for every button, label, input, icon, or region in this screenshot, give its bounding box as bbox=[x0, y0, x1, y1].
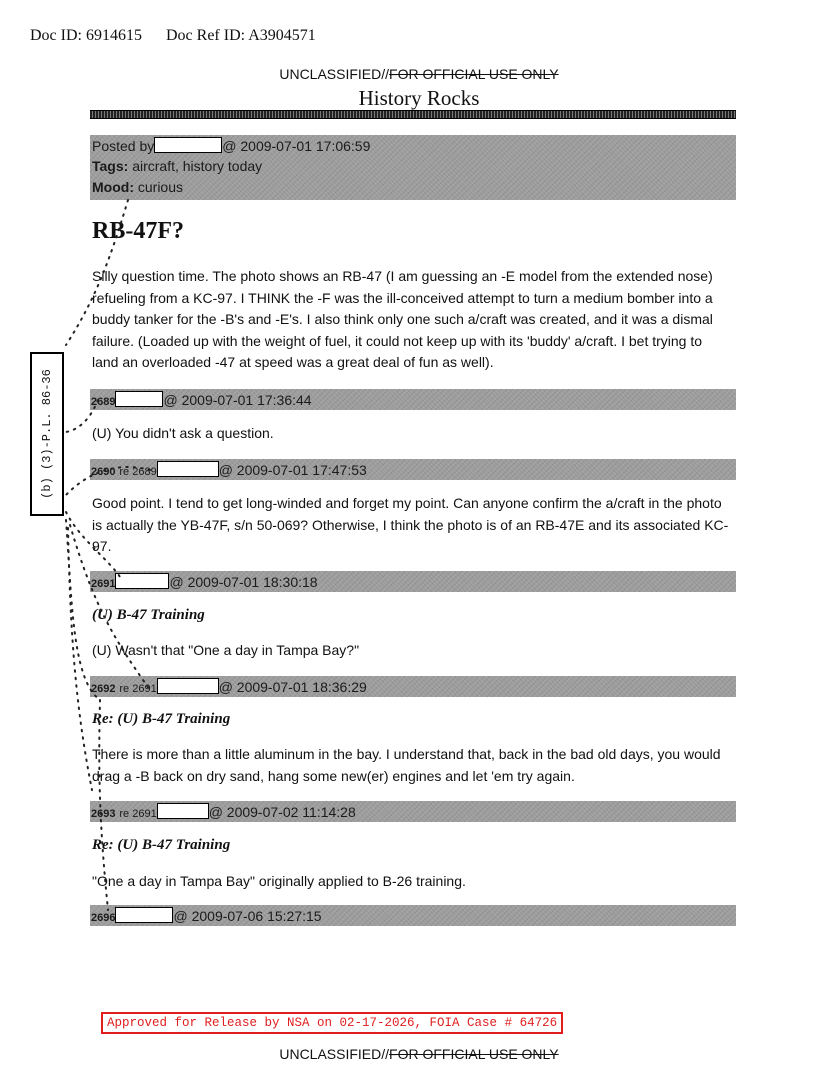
classification-struck: FOR OFFICIAL USE ONLY bbox=[389, 1046, 559, 1062]
comment-subject: (U) B-47 Training bbox=[92, 607, 205, 623]
post-body: Silly question time. The photo shows an RB-47 (I am guessing an -E model from the extended nose) refueling from a KC-97. I THINK the -F was the ill-conceived attempt to turn a medium bomber into a buddy tanker for the -B's and -E's. I also think only one such a/craft was created, and it was a dismal failure. (Loaded up with the weight of fuel, it could not keep up with its 'buddy' a/craft. I bet trying to land an overloaded -47 at speed was a great deal of fun as well). bbox=[92, 268, 713, 370]
comment-reply-to[interactable]: re 2691 bbox=[119, 808, 157, 820]
posted-by-label: Posted by bbox=[92, 138, 155, 154]
exemption-text: (b) (3)-P.L. 86-36 bbox=[40, 369, 54, 499]
post-title: RB-47F? bbox=[92, 218, 184, 244]
comment-number[interactable]: 2696 bbox=[91, 912, 116, 924]
comment-time: @ 2009-07-06 15:27:15 bbox=[173, 908, 322, 924]
comment-reply-to[interactable]: re 2689 bbox=[119, 466, 157, 478]
comment-subject: Re: (U) B-47 Training bbox=[92, 837, 231, 853]
comment-time: @ 2009-07-01 17:47:53 bbox=[218, 462, 367, 478]
comment-number[interactable]: 2692 bbox=[91, 683, 116, 695]
comment-body: Good point. I tend to get long-winded and forget my point. Can anyone confirm the a/craft in the photo is actually the YB-47F, s/n 50-069? Otherwise, I think the photo is of an RB-47E and its associated KC-97. bbox=[92, 495, 729, 554]
comment-body: There is more than a little aluminum in the bay. I understand that, back in the bad old days, you would drag a -B back on dry sand, hang some new(er) engines and let 'em try again. bbox=[92, 746, 721, 784]
comment-number[interactable]: 2693 bbox=[91, 808, 116, 820]
comment-body: "One a day in Tampa Bay" originally applied to B-26 training. bbox=[92, 873, 466, 889]
comment-reply-to[interactable]: re 2691 bbox=[119, 683, 157, 695]
doc-id: Doc ID: 6914615 bbox=[30, 27, 142, 44]
classification-struck: FOR OFFICIAL USE ONLY bbox=[389, 66, 559, 82]
comment-time: @ 2009-07-01 18:36:29 bbox=[218, 679, 367, 695]
posted-at: @ 2009-07-01 17:06:59 bbox=[222, 138, 371, 154]
comment-number[interactable]: 2690 bbox=[91, 466, 116, 478]
comment-body: (U) You didn't ask a question. bbox=[92, 425, 274, 441]
page-title: History Rocks bbox=[358, 86, 480, 110]
tags-value[interactable]: aircraft, history today bbox=[128, 158, 263, 174]
comment-time: @ 2009-07-01 18:30:18 bbox=[169, 574, 318, 590]
mood-value: curious bbox=[133, 179, 184, 195]
classification-prefix: UNCLASSIFIED// bbox=[279, 1046, 390, 1062]
tags-label: Tags: bbox=[92, 158, 129, 174]
comment-number[interactable]: 2691 bbox=[91, 578, 116, 590]
classification-prefix: UNCLASSIFIED// bbox=[279, 66, 390, 82]
comment-time: @ 2009-07-01 17:36:44 bbox=[163, 392, 312, 408]
doc-ref-id: Doc Ref ID: A3904571 bbox=[165, 27, 316, 44]
release-stamp: Approved for Release by NSA on 02-17-2026, FOIA Case # 64726 bbox=[101, 1012, 563, 1034]
comment-number[interactable]: 2689 bbox=[91, 396, 116, 408]
comment-body: (U) Wasn't that "One a day in Tampa Bay?" bbox=[92, 642, 360, 658]
mood-label: Mood: bbox=[92, 179, 134, 195]
comment-time: @ 2009-07-02 11:14:28 bbox=[208, 804, 356, 820]
exemption-box bbox=[30, 352, 64, 516]
comment-subject: Re: (U) B-47 Training bbox=[92, 711, 231, 727]
classification-banner-bottom bbox=[0, 1046, 838, 1062]
